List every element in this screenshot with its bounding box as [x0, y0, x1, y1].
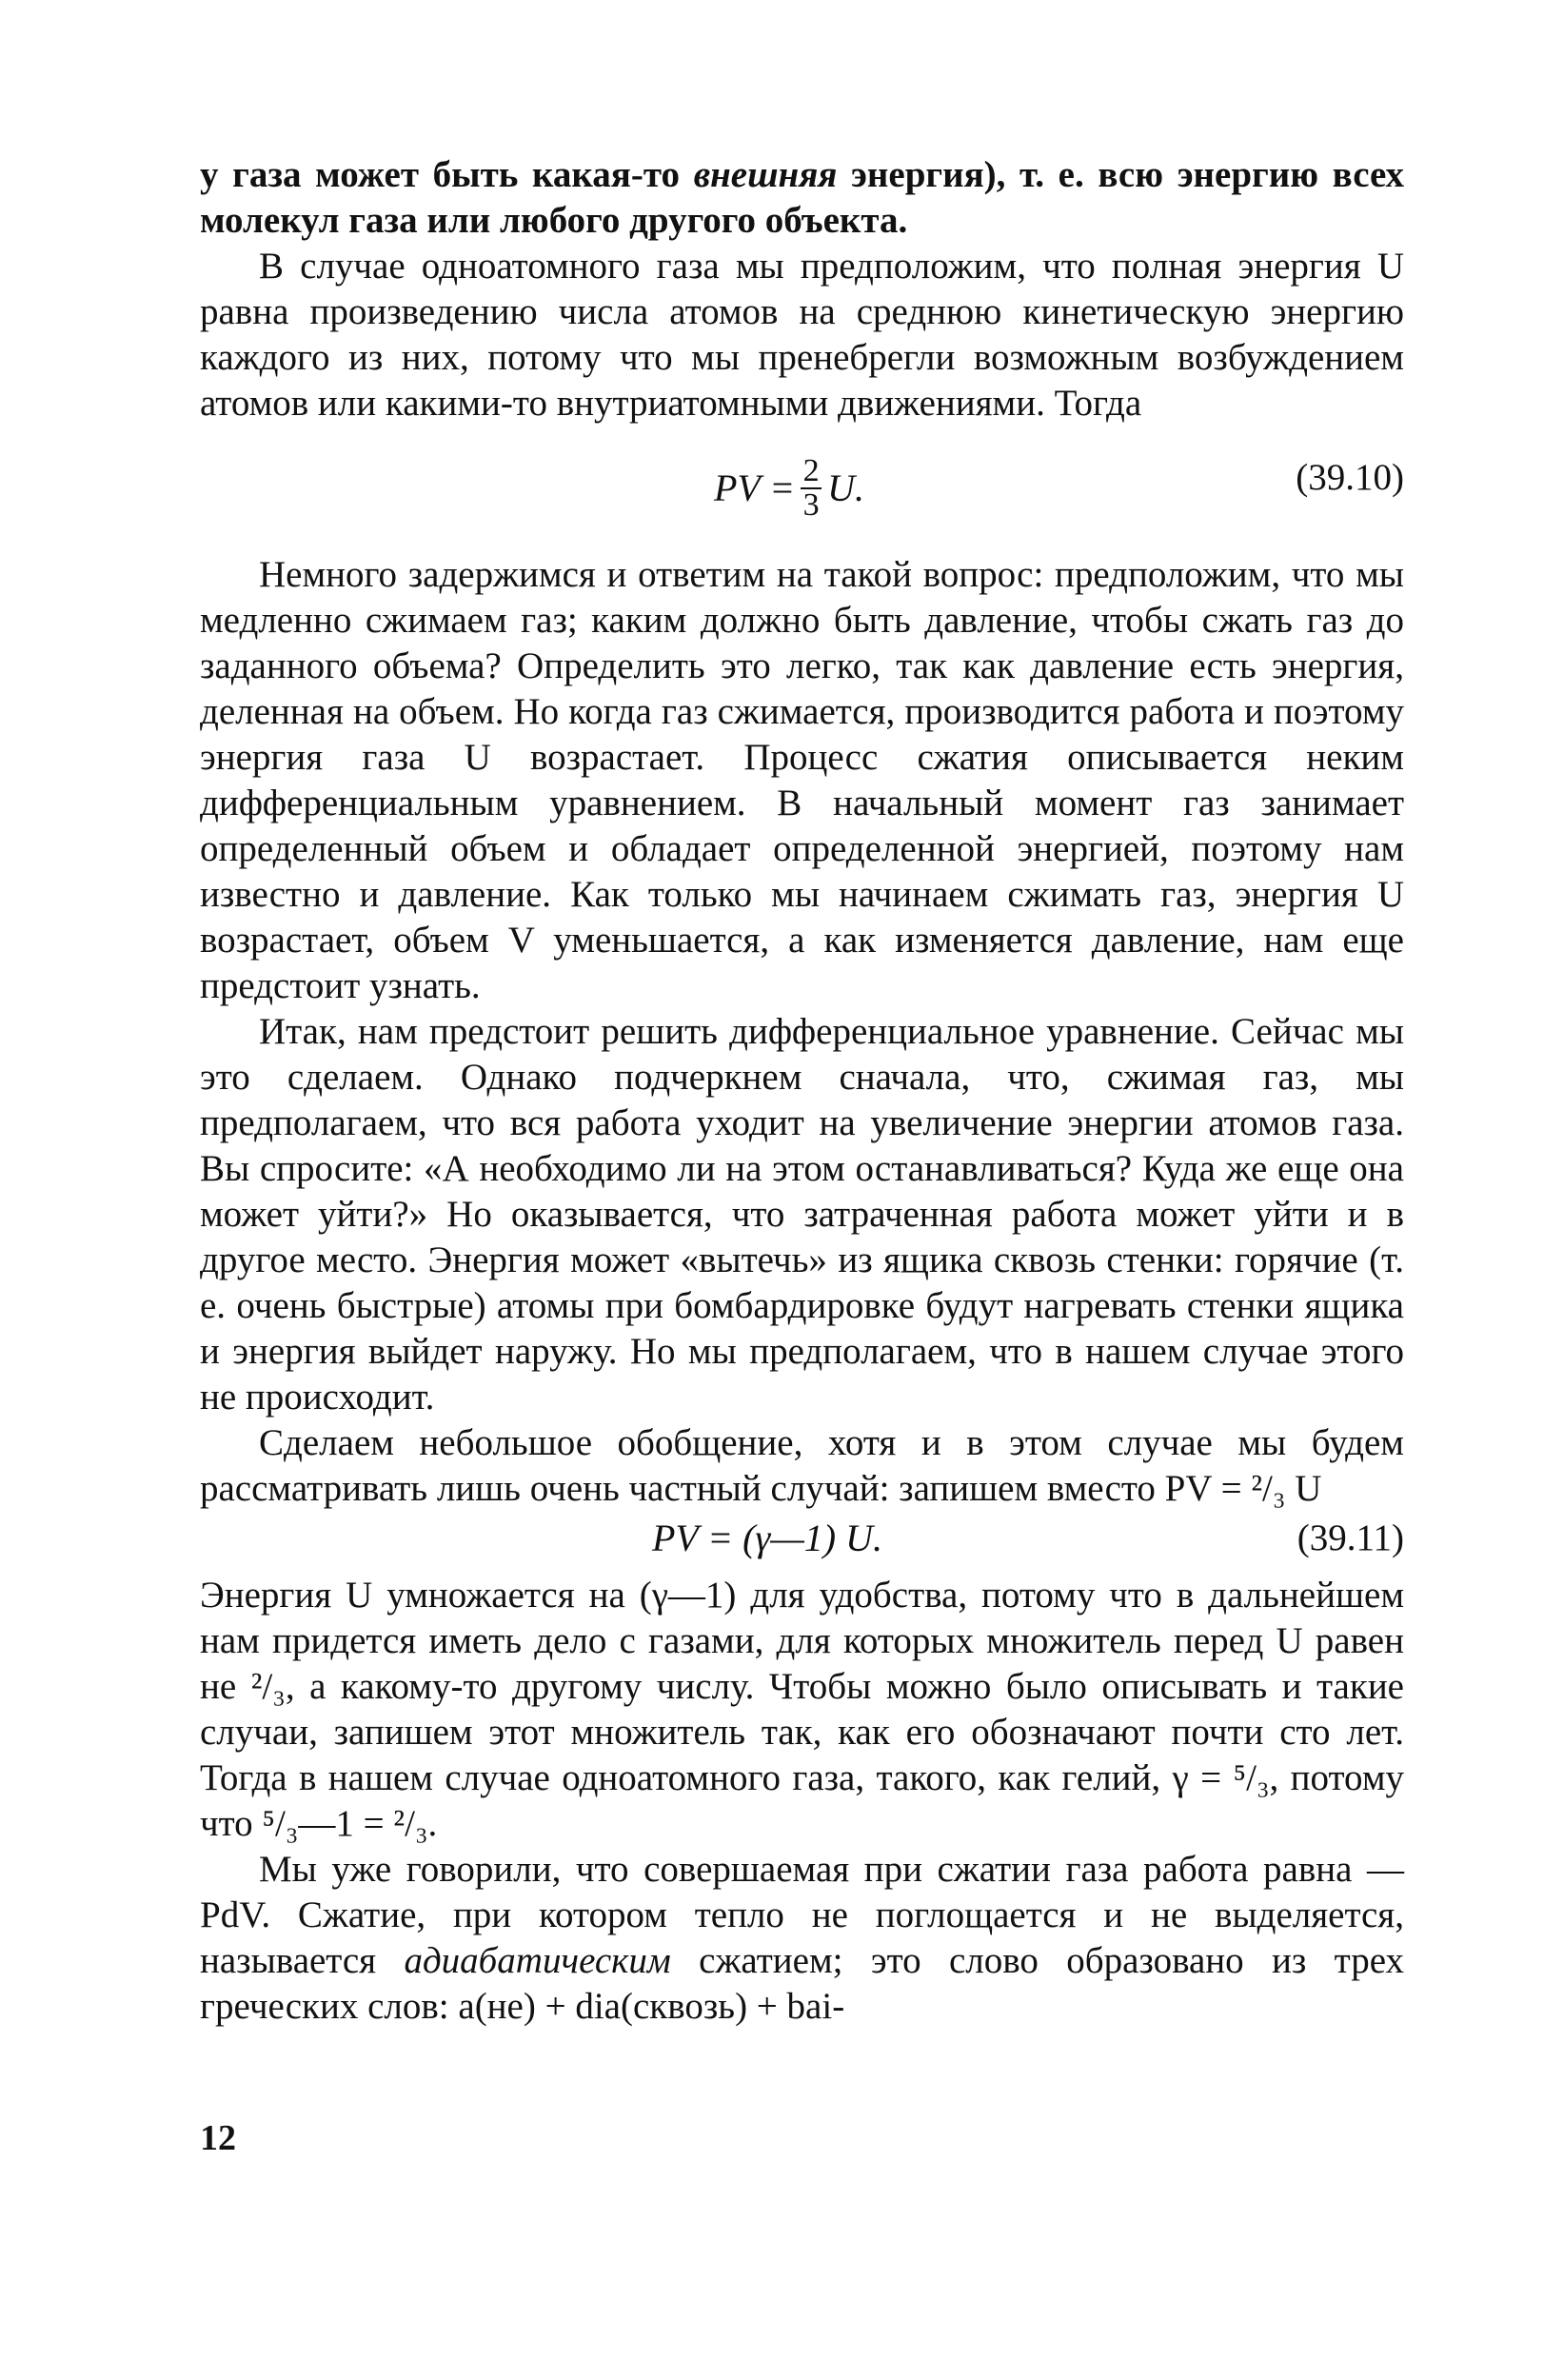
paragraph-6: Энергия U умножается на (γ—1) для удобства, потому что в дальнейшем нам придется иметь дело с газами, для которых множитель перед U равен не ²/₃, а какому-то другому числу. Чтобы можно было описывать и такие случаи, запишем этот множитель так, как его обозначают почти сто лет. Тогда в нашем случае одноатомного газа, такого, как гелий, γ = ⁵/₃, потому что ⁵/₃—1 = ²/₃. — [200, 1575, 1404, 1844]
equation-39-11 — [200, 1512, 1404, 1573]
eq1-rhs: U. — [827, 466, 865, 509]
paragraph-3: Немного задержимся и ответим на такой вопрос: предположим, что мы медленно сжимаем газ; каким должно быть давление, чтобы сжать газ до заданного объема? Определить это легко, так как давление есть энергия, деленная на объем. Но когда газ сжимается, производится работа и поэтому энергия газа U возрастает. Процесс сжатия описывается неким дифференциальным уравнением. В начальный момент газ занимает определенный объем и обладает определенной энергией, поэтому нам известно и давление. Как только мы начинаем сжимать газ, энергия U возрастает, объем V уменьшается, а как изменяется давление, нам еще предстоит узнать. — [200, 554, 1404, 1006]
eq1-denominator: 3 — [802, 487, 820, 523]
eq1-lhs: PV = — [714, 466, 796, 509]
eq1-fraction — [801, 455, 821, 522]
para7-text-b: сжатием; это слово образовано из трех греческих слов: a(не) + dia(сквозь) + bai- — [200, 1940, 1404, 2027]
paragraph-4: Итак, нам предстоит решить дифференциальное уравнение. Сейчас мы это сделаем. Однако подчеркнем сначала, что, сжимая газ, мы предполагаем, что вся работа уходит на увеличение энергии атомов газа. Вы спросите: «А необходимо ли на этом останавливаться? Куда же еще она может уйти?» Но оказывается, что затраченная работа может уйти и в другое место. Энергия может «вытечь» из ящика сквозь стенки: горячие (т. е. очень быстрые) атомы при бомбардировке будут нагревать стенки ящика и энергия выйдет наружу. Но мы предполагаем, что в нашем случае этого не происходит. — [200, 1011, 1404, 1418]
paragraph-2: В случае одноатомного газа мы предположим, что полная энергия U равна произведению числа атомов на среднюю кинетическую энергию каждого из них, потому что мы пренебрегли возможным возбуждением атомов или какими-то внутриатомными движениями. Тогда — [200, 246, 1404, 424]
equation-number-39-10: (39.10) — [1296, 457, 1404, 498]
paragraph-7 — [200, 1847, 1404, 2030]
equation-number-39-11: (39.11) — [1297, 1517, 1404, 1558]
equation-39-10-body — [714, 455, 864, 522]
paragraph-1 — [200, 152, 1404, 244]
paragraph-5: Сделаем небольшое обобщение, хотя и в этом случае мы будем рассматривать лишь очень частный случай: запишем вместо PV = ²/₃ U — [200, 1422, 1404, 1509]
para1-text-a: у газа может быть какая-то — [200, 154, 694, 195]
equation-39-11-body: PV = (γ—1) U. — [652, 1517, 882, 1559]
para1-text-b: энергия), т. е. всю энергию всех молекул газа или любого другого объекта. — [200, 154, 1405, 241]
page-body — [200, 152, 1404, 2030]
page-number: 12 — [200, 2118, 236, 2158]
equation-39-10 — [200, 426, 1404, 552]
para7-emphasis: адиабатическим — [404, 1940, 671, 1981]
eq1-numerator: 2 — [802, 453, 820, 488]
para7-text-a: Мы уже говорили, что совершаемая при сжатии газа работа равна —PdV. Сжатие, при котором тепло не поглощается и не выделяется, называется — [200, 1849, 1404, 1981]
para1-emphasis: внешняя — [693, 154, 838, 195]
